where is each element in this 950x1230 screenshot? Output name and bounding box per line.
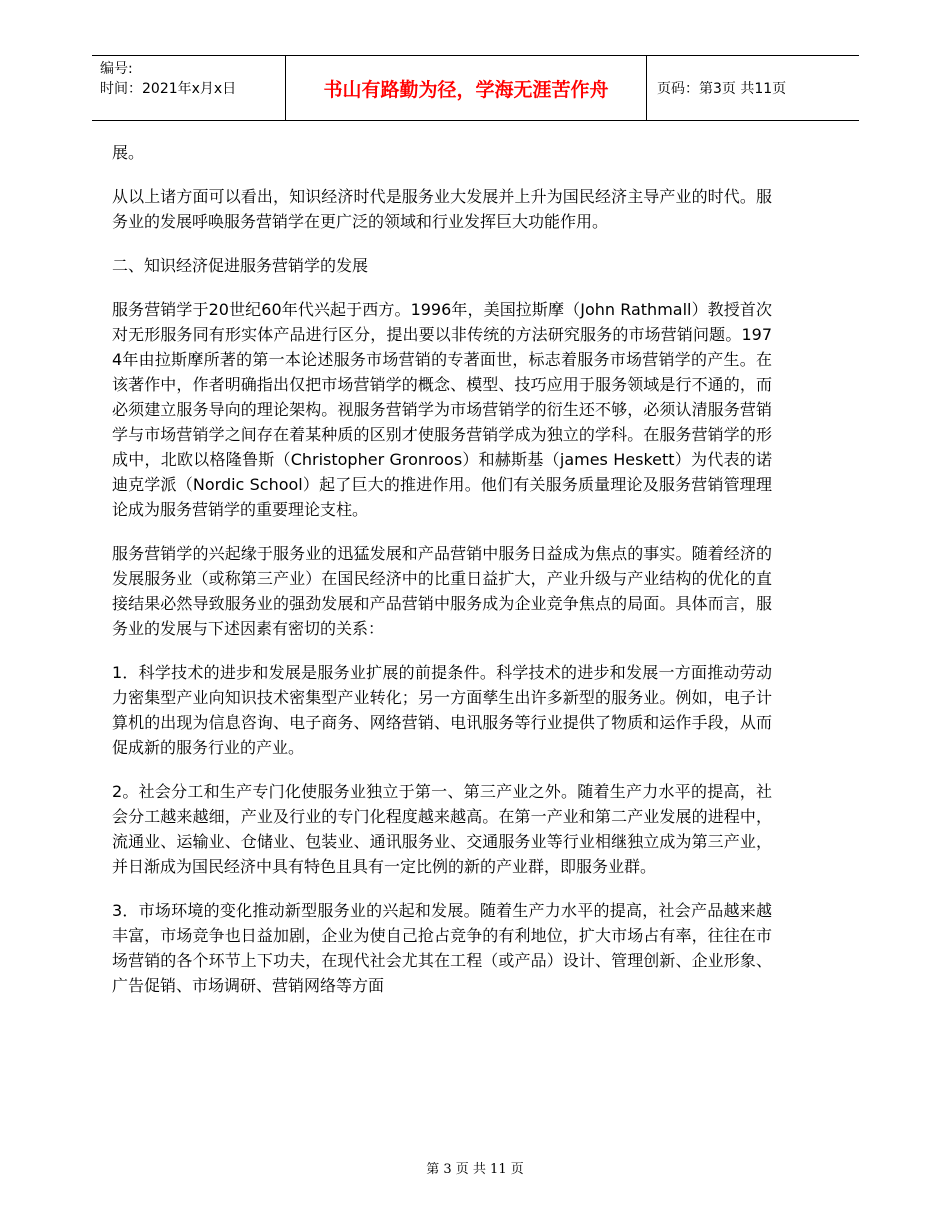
number-label: 编号: bbox=[100, 61, 133, 77]
paragraph: 3．市场环境的变化推动新型服务业的兴起和发展。随着生产力水平的提高，社会产品越来越丰富，市场竞争也日益加剧，企业为使自己抢占竞争的有利地位，扩大市场占有率，往往在市场营销的各个环节上下功夫，在现代社会尤其在工程（或产品）设计、管理创新、企业形象、广告促销、市场调研、营销网络等方面 bbox=[112, 901, 772, 995]
header-meta bbox=[92, 56, 285, 120]
header-page-info: 页码：第3页 共11页 bbox=[657, 81, 787, 97]
header-motto: 书山有路勤为径，学海无涯苦作舟 bbox=[285, 56, 647, 120]
paragraph: 1．科学技术的进步和发展是服务业扩展的前提条件。科学技术的进步和发展一方面推动劳动力密集型产业向知识技术密集型产业转化；另一方面孳生出许多新型的服务业。例如，电子计算机的出现为信息咨询、电子商务、网络营销、电讯服务等行业提供了物质和运作手段，从而促成新的服务行业的产业。 bbox=[112, 663, 772, 757]
time-label: 时间：2021年x月x日 bbox=[100, 81, 237, 97]
page-header bbox=[92, 55, 859, 121]
document-body bbox=[112, 140, 772, 1017]
paragraph: 2。社会分工和生产专门化使服务业独立于第一、第三产业之外。随着生产力水平的提高，社会分工越来越细，产业及行业的专门化程度越来越高。在第一产业和第二产业发展的进程中，流通业、运输业、仓储业、包装业、通讯服务业、交通服务业等行业相继独立成为第三产业，并日渐成为国民经济中具有特色且具有一定比例的新的产业群，即服务业群。 bbox=[112, 782, 772, 876]
paragraph: 从以上诸方面可以看出，知识经济时代是服务业大发展并上升为国民经济主导产业的时代。服务业的发展呼唤服务营销学在更广泛的领域和行业发挥巨大功能作用。 bbox=[112, 187, 772, 231]
paragraph: 服务营销学于20世纪60年代兴起于西方。1996年，美国拉斯摩（John Rathmall）教授首次对无形服务同有形实体产品进行区分，提出要以非传统的方法研究服务的市场营销问题。1974年由拉斯摩所著的第一本论述服务市场营销的专著面世，标志着服务市场营销学的产生。在该著作中，作者明确指出仅把市场营销学的概念、模型、技巧应用于服务领域是行不通的，而必须建立服务导向的理论架构。视服务营销学为市场营销学的衍生还不够，必须认清服务营销学与市场营销学之间存在着某种质的区别才使服务营销学成为独立的学科。在服务营销学的形成中，北欧以格隆鲁斯（Christopher Gronroos）和赫斯基（james Heskett）为代表的诺迪克学派（Nordic School）起了巨大的推进作用。他们有关服务质量理论及服务营销管理理论成为服务营销学的重要理论支柱。 bbox=[112, 300, 772, 519]
section-heading: 二、知识经济促进服务营销学的发展 bbox=[112, 256, 369, 275]
paragraph: 服务营销学的兴起缘于服务业的迅猛发展和产品营销中服务日益成为焦点的事实。随着经济的发展服务业（或称第三产业）在国民经济中的比重日益扩大，产业升级与产业结构的优化的直接结果必然导致服务业的强劲发展和产品营销中服务成为企业竞争焦点的局面。具体而言，服务业的发展与下述因素有密切的关系： bbox=[112, 544, 772, 638]
paragraph: 展。 bbox=[112, 143, 145, 162]
page-footer: 第 3 页 共 11 页 bbox=[426, 1162, 524, 1177]
